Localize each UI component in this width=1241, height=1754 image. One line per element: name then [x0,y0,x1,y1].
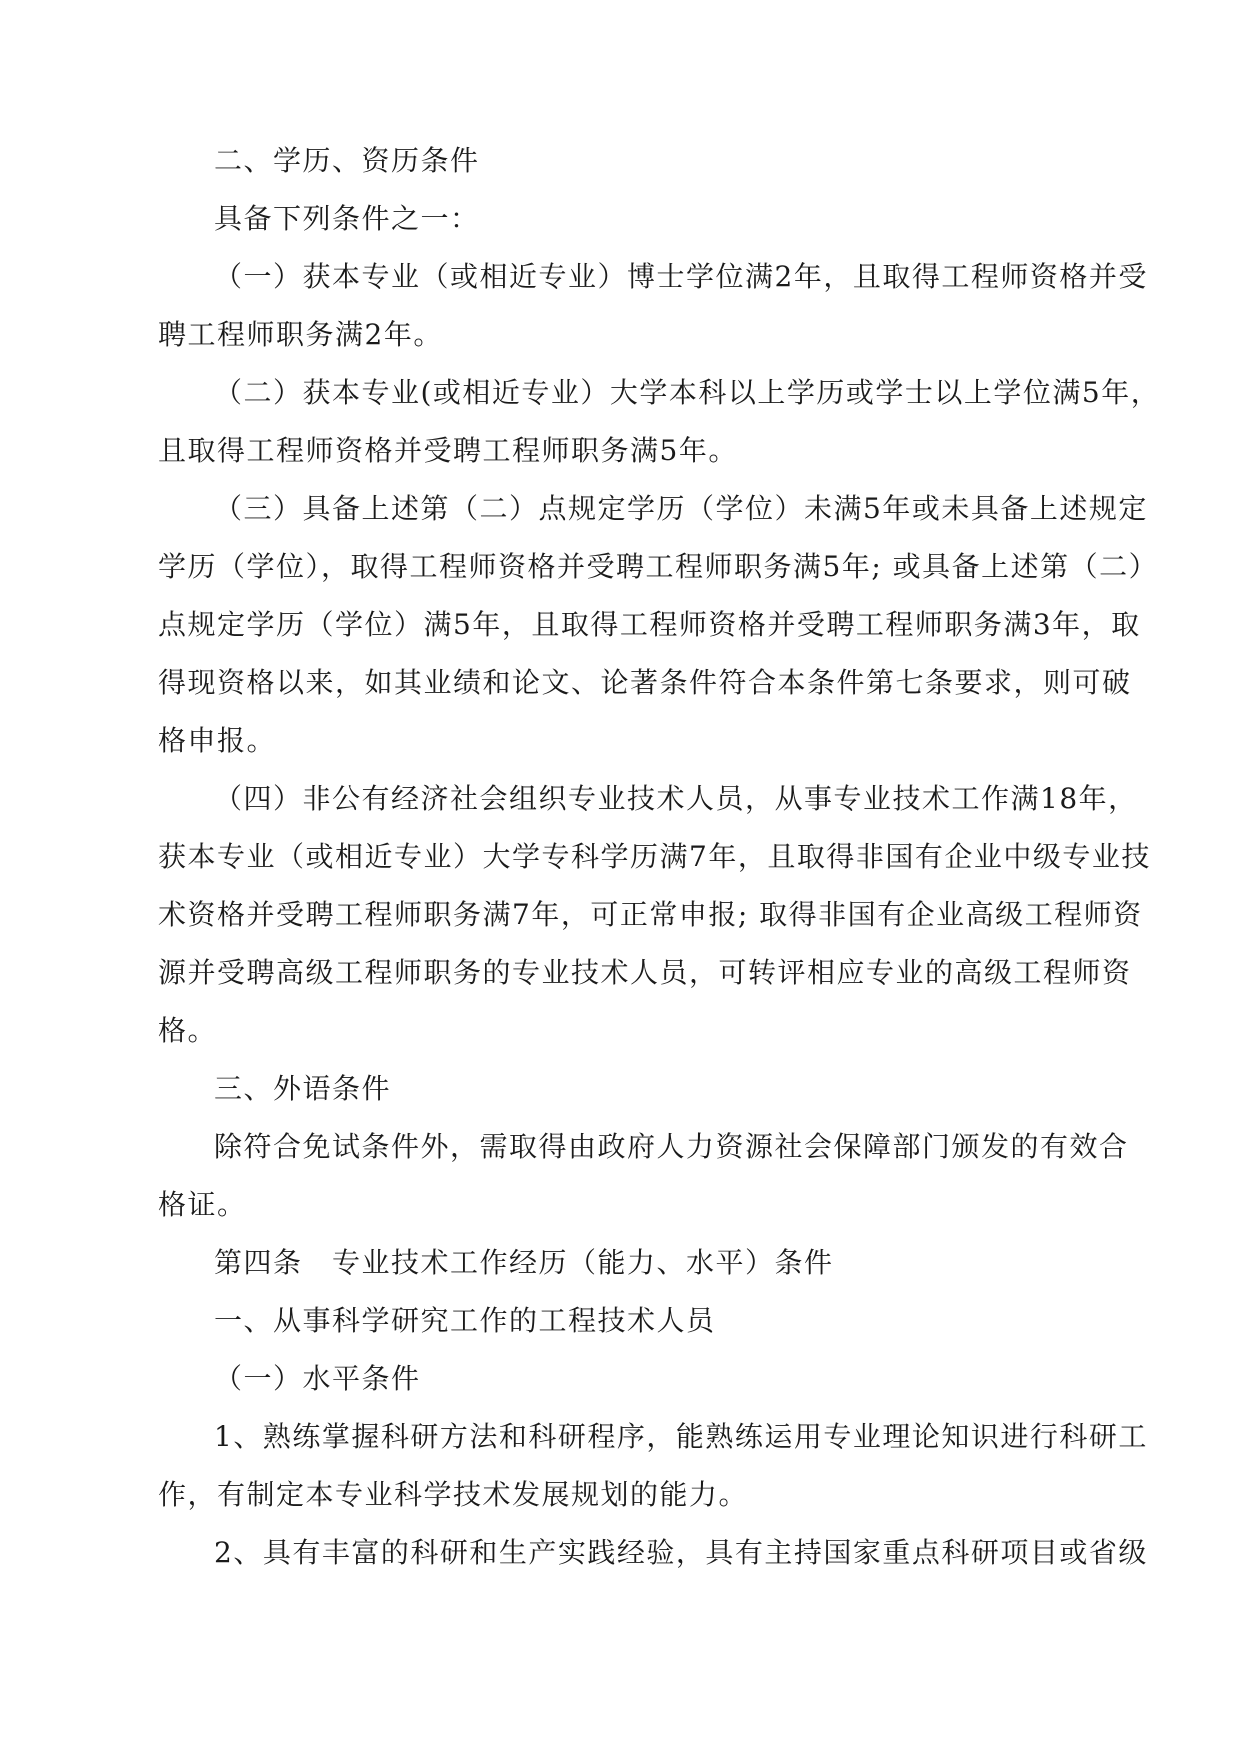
text-line: （四）非公有经济社会组织专业技术人员，从事专业技术工作满18年， [214,782,1138,815]
paragraph-level-1 [158,1408,1148,1524]
heading-foreign-language [158,1060,1110,1118]
text-line: （二）获本专业(或相近专业）大学本科以上学历或学士以上学位满5年， [214,376,1161,409]
text-line: 二、学历、资历条件 [214,144,480,177]
text-line: 格申报。 [158,724,277,757]
text-line: 除符合免试条件外，需取得由政府人力资源社会保障部门颁发的有效合 [214,1130,1129,1163]
text-line: 点规定学历（学位）满5年，且取得工程师资格并受聘工程师职务满3年，取 [158,608,1141,641]
text-line: 获本专业（或相近专业）大学专科学历满7年，且取得非国有企业中级专业技 [158,840,1151,873]
text-line: 学历（学位），取得工程师资格并受聘工程师职务满5年; 或具备上述第（二） [158,550,1159,583]
text-line: （一）获本专业（或相近专业）博士学位满2年，且取得工程师资格并受 [214,260,1148,293]
text-line: （一）水平条件 [214,1362,421,1395]
text-line: 源并受聘高级工程师职务的专业技术人员，可转评相应专业的高级工程师资 [158,956,1132,989]
text-line: 得现资格以来，如其业绩和论文、论著条件符合本条件第七条要求，则可破 [158,666,1132,699]
text-line: 具备下列条件之一： [214,202,480,235]
text-line: 作，有制定本专业科学技术发展规划的能力。 [158,1478,749,1511]
paragraph-condition-4 [158,770,1151,1060]
paragraph-foreign-language [158,1118,1129,1234]
text-line: 聘工程师职务满2年。 [158,318,443,351]
heading-level-conditions [158,1350,1110,1408]
text-line: 格。 [158,1014,218,1047]
paragraph-conditions-intro [158,190,1110,248]
text-line: 2、具有丰富的科研和生产实践经验，具有主持国家重点科研项目或省级 [214,1536,1148,1569]
document-page [158,132,1161,1582]
text-line: 格证。 [158,1188,247,1221]
heading-article-4 [158,1234,1110,1292]
text-line: 三、外语条件 [214,1072,392,1105]
text-line: 一、从事科学研究工作的工程技术人员 [214,1304,716,1337]
paragraph-condition-1 [158,248,1148,364]
text-line: 1、熟练掌握科研方法和科研程序，能熟练运用专业理论知识进行科研工 [214,1420,1148,1453]
paragraph-level-2 [158,1524,1148,1582]
heading-education-qualification [158,132,1110,190]
text-line: 术资格并受聘工程师职务满7年，可正常申报; 取得非国有企业高级工程师资 [158,898,1143,931]
heading-research-personnel [158,1292,1110,1350]
paragraph-condition-3 [158,480,1159,770]
paragraph-condition-2 [158,364,1161,480]
text-line: 且取得工程师资格并受聘工程师职务满5年。 [158,434,738,467]
text-line: 第四条 专业技术工作经历（能力、水平）条件 [214,1246,834,1279]
text-line: （三）具备上述第（二）点规定学历（学位）未满5年或未具备上述规定 [214,492,1148,525]
